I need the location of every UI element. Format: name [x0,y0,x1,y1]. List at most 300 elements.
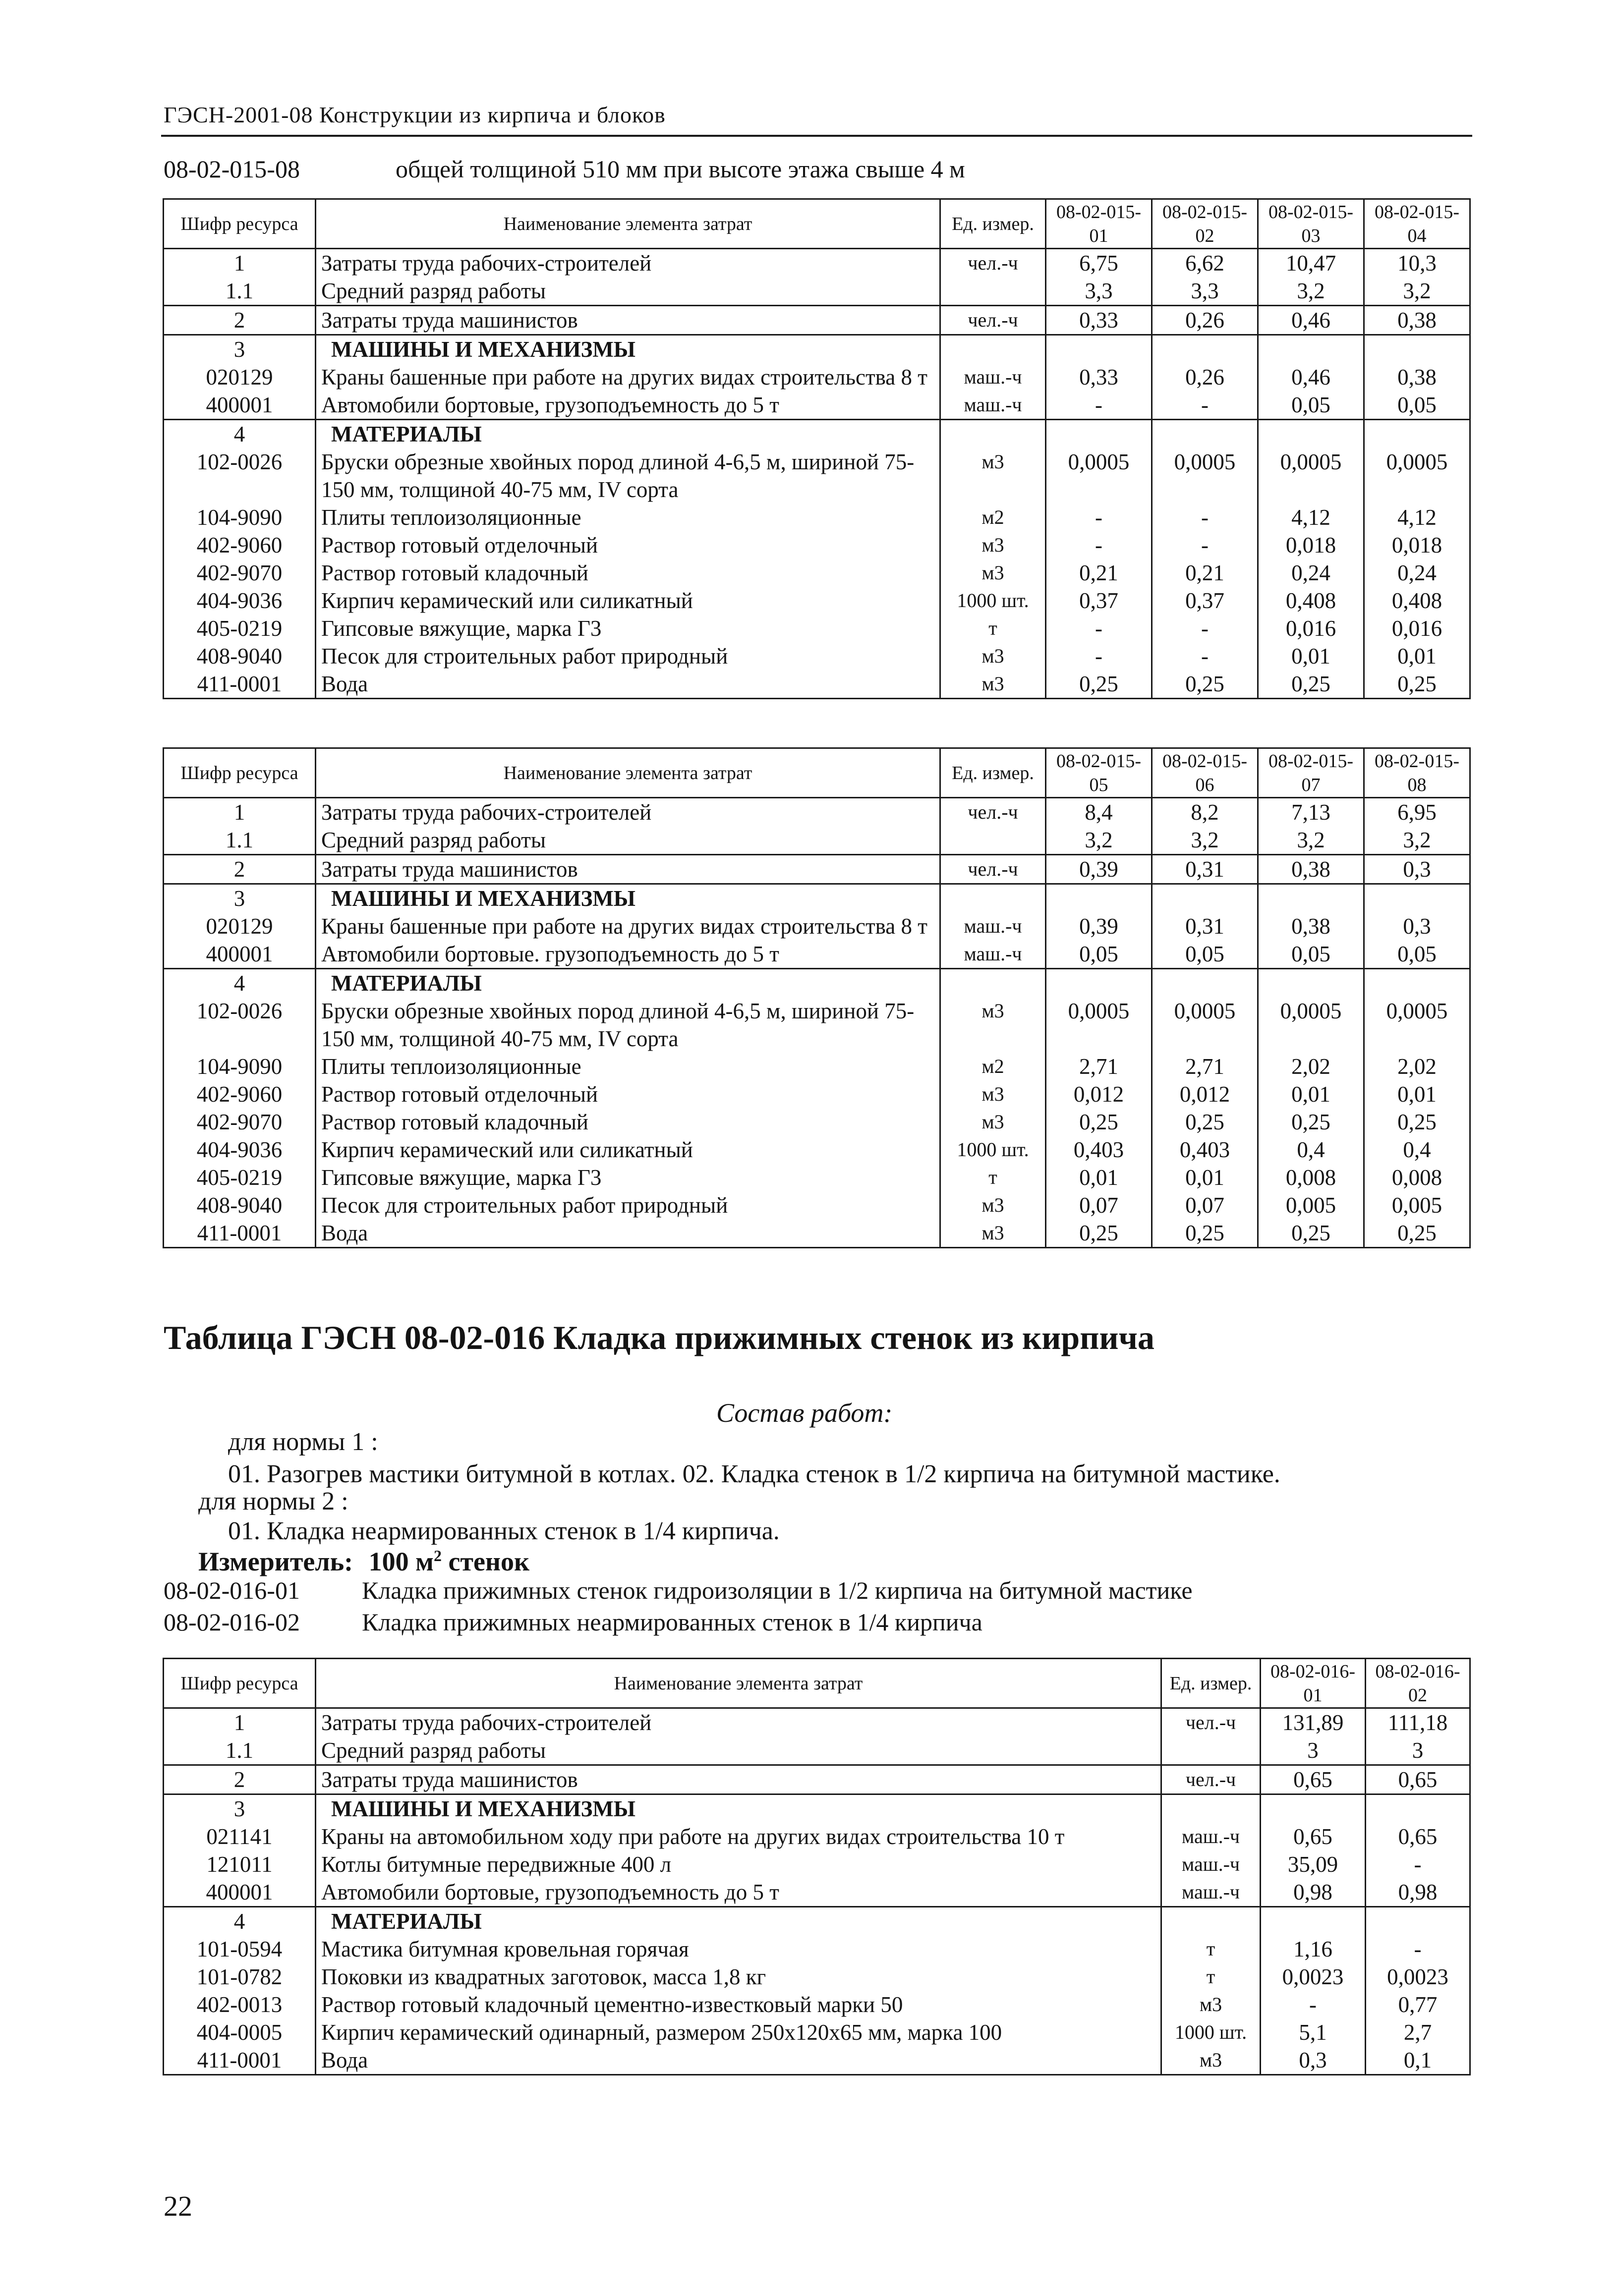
running-header: ГЭСН-2001-08 Конструкции из кирпича и блоков [164,102,666,127]
cell-unit [940,884,1046,913]
table-row [164,1219,1470,1248]
table-row [164,335,1470,364]
cell-code: 101-0594 [164,1935,316,1963]
cell-value: 0,016 [1364,615,1470,642]
cell-value [1364,420,1470,448]
cell-code: 020129 [164,363,316,391]
cell-name: Раствор готовый кладочный [316,559,940,587]
cell-value: 3,3 [1046,277,1152,306]
cell-value: 1,16 [1261,1935,1366,1963]
cell-value [1046,969,1152,998]
cell-value: 6,75 [1046,249,1152,278]
table-row [164,2046,1470,2075]
table-row [164,448,1470,504]
cell-value: 0,05 [1258,391,1364,420]
cell-value: 0,0005 [1152,448,1258,504]
cell-value: 10,47 [1258,249,1364,278]
cell-name: Автомобили бортовые, грузоподъемность до 5 т [316,1878,1161,1907]
cell-value: 0,01 [1364,1080,1470,1108]
cell-value: 0,65 [1366,1823,1470,1850]
cell-value: 0,25 [1046,1219,1152,1248]
cell-value: 0,33 [1046,306,1152,335]
cell-value [1152,335,1258,364]
cell-name: МАШИНЫ И МЕХАНИЗМЫ [316,884,940,913]
cell-value: 2,71 [1046,1053,1152,1080]
measure-rest: стенок [448,1547,530,1576]
norm2-text: 01. Кладка неармированных стенок в 1/4 кирпича. [228,1517,780,1545]
measure-line [198,1546,529,1577]
cell-value: 0,05 [1258,940,1364,969]
table-row [164,855,1470,884]
cell-code: 121011 [164,1850,316,1878]
table-row [164,2018,1470,2046]
cell-unit: м3 [940,531,1046,559]
page-number: 22 [164,2190,192,2222]
cell-value: 0,018 [1364,531,1470,559]
cell-value [1261,1794,1366,1823]
cell-value: - [1152,642,1258,670]
norm-description: общей толщиной 510 мм при высоте этажа свыше 4 м [396,155,965,183]
col-header-norm: 08-02-015-06 [1152,748,1258,798]
cell-value: 0,05 [1046,940,1152,969]
cell-value: 0,008 [1364,1164,1470,1191]
cell-unit [1161,1736,1261,1765]
table-row [164,912,1470,940]
cell-code: 020129 [164,912,316,940]
cell-value: 0,25 [1364,1108,1470,1136]
table-row [164,1878,1470,1907]
cell-value: 4,12 [1364,504,1470,531]
cell-code: 4 [164,1907,316,1936]
col-header-norm: 08-02-015-07 [1258,748,1364,798]
cell-value: - [1046,642,1152,670]
cell-value: 0,38 [1258,912,1364,940]
cell-name: Кирпич керамический или силикатный [316,1136,940,1164]
table-row [164,969,1470,998]
cell-code: 402-9060 [164,1080,316,1108]
cell-value: 3,2 [1046,826,1152,855]
table-row [164,363,1470,391]
table-row [164,391,1470,420]
col-header-norm: 08-02-015-08 [1364,748,1470,798]
cell-name: Автомобили бортовые, грузоподъемность до 5 т [316,391,940,420]
col-header-code: Шифр ресурса [164,1659,316,1708]
cell-value: 0,0005 [1046,448,1152,504]
cell-code: 402-9060 [164,531,316,559]
cell-unit: м3 [940,997,1046,1053]
cell-value: 3,3 [1152,277,1258,306]
table-row [164,1907,1470,1936]
cell-value [1366,1794,1470,1823]
cell-value: 4,12 [1258,504,1364,531]
cell-value: 10,3 [1364,249,1470,278]
cell-unit: м3 [1161,1991,1261,2018]
cell-value: 0,25 [1364,1219,1470,1248]
cell-value: 0,98 [1261,1878,1366,1907]
cell-value: 0,65 [1261,1765,1366,1794]
cell-value: 0,4 [1258,1136,1364,1164]
cell-value: 0,01 [1152,1164,1258,1191]
cell-unit: чел.-ч [940,855,1046,884]
cell-code: 411-0001 [164,2046,316,2075]
cell-name: Затраты труда рабочих-строителей [316,249,940,278]
table-row [164,277,1470,306]
cell-name: Раствор готовый кладочный [316,1108,940,1136]
cell-code: 400001 [164,940,316,969]
cell-value [1258,969,1364,998]
cell-unit: т [1161,1963,1261,1991]
cell-unit: чел.-ч [940,249,1046,278]
cell-code: 402-0013 [164,1991,316,2018]
cell-name: Поковки из квадратных заготовок, масса 1,8 кг [316,1963,1161,1991]
cell-value [1152,420,1258,448]
cell-code: 1 [164,798,316,827]
table-row [164,531,1470,559]
cell-unit: т [1161,1935,1261,1963]
cell-code: 404-0005 [164,2018,316,2046]
cell-value: - [1366,1850,1470,1878]
cell-code: 1 [164,249,316,278]
cell-value: 0,01 [1258,1080,1364,1108]
cell-value: 0,38 [1258,855,1364,884]
cell-name: Мастика битумная кровельная горячая [316,1935,1161,1963]
cell-value: 0,0005 [1046,997,1152,1053]
cell-value: 0,3 [1261,2046,1366,2075]
cell-value [1258,335,1364,364]
cell-name: Затраты труда рабочих-строителей [316,798,940,827]
cell-code: 402-9070 [164,559,316,587]
table-row [164,1053,1470,1080]
norm-item-code: 08-02-016-02 [164,1608,300,1636]
table-row [164,559,1470,587]
table-row [164,1765,1470,1794]
norm1-text: 01. Разогрев мастики битумной в котлах. 02. Кладка стенок в 1/2 кирпича на битумной мастике. [228,1460,1280,1488]
cell-name: Раствор готовый отделочный [316,531,940,559]
cell-code: 411-0001 [164,670,316,699]
cell-value: 0,403 [1152,1136,1258,1164]
table-row [164,1164,1470,1191]
cell-value: 0,77 [1366,1991,1470,2018]
cell-unit: м2 [940,504,1046,531]
cell-name: Автомобили бортовые. грузоподъемность до 5 т [316,940,940,969]
cell-name: Кирпич керамический одинарный, размером 250х120х65 мм, марка 100 [316,2018,1161,2046]
col-header-unit: Ед. измер. [1161,1659,1261,1708]
cell-unit: м3 [940,670,1046,699]
cell-name: Плиты теплоизоляционные [316,504,940,531]
cell-value: 3,2 [1152,826,1258,855]
cell-value: 0,21 [1046,559,1152,587]
table-row [164,1136,1470,1164]
cell-value: 0,016 [1258,615,1364,642]
cell-name: Затраты труда машинистов [316,1765,1161,1794]
table-row [164,940,1470,969]
cell-unit [940,277,1046,306]
table-row [164,1108,1470,1136]
cell-value: 0,05 [1152,940,1258,969]
section-title: Таблица ГЭСН 08-02-016 Кладка прижимных стенок из кирпича [164,1319,1154,1356]
cell-value: 8,4 [1046,798,1152,827]
cell-code: 405-0219 [164,615,316,642]
cell-code: 404-9036 [164,1136,316,1164]
cell-value: 0,26 [1152,306,1258,335]
cell-name: Средний разряд работы [316,826,940,855]
cell-code: 021141 [164,1823,316,1850]
cell-value: 0,005 [1258,1191,1364,1219]
cell-value: 2,7 [1366,2018,1470,2046]
table-row [164,1823,1470,1850]
cell-value: 0,05 [1364,391,1470,420]
cell-value: 3,2 [1364,277,1470,306]
cell-name: Гипсовые вяжущие, марка Г3 [316,615,940,642]
cell-code: 404-9036 [164,587,316,615]
cell-value: 0,07 [1046,1191,1152,1219]
cell-unit: 1000 шт. [940,587,1046,615]
cell-value: 6,95 [1364,798,1470,827]
cell-value: 0,39 [1046,912,1152,940]
cell-value: 0,3 [1364,855,1470,884]
cell-value: 0,39 [1046,855,1152,884]
cell-unit [1161,1794,1261,1823]
cell-code: 3 [164,884,316,913]
table-row [164,997,1470,1053]
cell-value: 0,98 [1366,1878,1470,1907]
cell-value: 2,71 [1152,1053,1258,1080]
norm2-label: для нормы 2 : [198,1487,348,1515]
cell-value: 0,01 [1046,1164,1152,1191]
col-header-norm: 08-02-016-01 [1261,1659,1366,1708]
cell-value: 3,2 [1258,277,1364,306]
measure-value: 100 м [368,1547,434,1576]
cell-unit: маш.-ч [1161,1850,1261,1878]
cell-value: 0,07 [1152,1191,1258,1219]
cell-name: Песок для строительных работ природный [316,1191,940,1219]
cell-name: Краны на автомобильном ходу при работе на других видах строительства 10 т [316,1823,1161,1850]
cell-value: 0,1 [1366,2046,1470,2075]
cell-value [1364,969,1470,998]
cell-name: Бруски обрезные хвойных пород длиной 4-6,5 м, шириной 75-150 мм, толщиной 40-75 мм, IV сорта [316,448,940,504]
table-row [164,504,1470,531]
cell-value: - [1152,615,1258,642]
cell-value: 0,0005 [1258,448,1364,504]
cell-unit: м3 [940,1108,1046,1136]
table-row [164,615,1470,642]
cell-name: Гипсовые вяжущие, марка Г3 [316,1164,940,1191]
table-row [164,306,1470,335]
resource-table-2 [163,747,1471,1248]
col-header-name: Наименование элемента затрат [316,1659,1161,1708]
table-row [164,798,1470,827]
cell-value: - [1152,504,1258,531]
table-row [164,1991,1470,2018]
cell-value: 2,02 [1364,1053,1470,1080]
cell-value [1258,420,1364,448]
cell-value: 6,62 [1152,249,1258,278]
col-header-norm: 08-02-015-02 [1152,199,1258,249]
cell-name: МАТЕРИАЛЫ [316,1907,1161,1936]
cell-name: МАТЕРИАЛЫ [316,969,940,998]
cell-value: 131,89 [1261,1708,1366,1737]
cell-value: - [1046,504,1152,531]
norm-item-text: Кладка прижимных стенок гидроизоляции в 1/2 кирпича на битумной мастике [362,1576,1193,1604]
table-row [164,1708,1470,1737]
table-row [164,1963,1470,1991]
norm1-label: для нормы 1 : [228,1428,378,1456]
cell-value: 0,408 [1258,587,1364,615]
cell-value: 0,38 [1364,306,1470,335]
cell-value: 5,1 [1261,2018,1366,2046]
cell-value: 0,3 [1364,912,1470,940]
cell-value: 0,37 [1152,587,1258,615]
cell-unit: чел.-ч [1161,1708,1261,1737]
cell-value: 3,2 [1258,826,1364,855]
table-row [164,420,1470,448]
cell-unit: маш.-ч [940,363,1046,391]
col-header-norm: 08-02-015-03 [1258,199,1364,249]
cell-code: 2 [164,306,316,335]
table-row [164,826,1470,855]
norm-item-text: Кладка прижимных неармированных стенок в 1/4 кирпича [362,1608,982,1636]
cell-value: 0,01 [1258,642,1364,670]
cell-value: 0,25 [1046,1108,1152,1136]
cell-name: Песок для строительных работ природный [316,642,940,670]
cell-code: 3 [164,1794,316,1823]
cell-unit [940,969,1046,998]
composition-title: Состав работ: [716,1398,893,1428]
col-header-code: Шифр ресурса [164,199,316,249]
cell-value: 0,46 [1258,363,1364,391]
cell-name: Раствор готовый кладочный цементно-известковый марки 50 [316,1991,1161,2018]
cell-code: 2 [164,855,316,884]
cell-value: - [1366,1935,1470,1963]
cell-value [1366,1907,1470,1936]
table-row [164,670,1470,699]
cell-unit [1161,1907,1261,1936]
cell-code: 408-9040 [164,1191,316,1219]
cell-code: 102-0026 [164,448,316,504]
cell-name: Краны башенные при работе на других видах строительства 8 т [316,912,940,940]
cell-unit: м3 [940,448,1046,504]
table-row [164,1850,1470,1878]
cell-unit: м3 [940,559,1046,587]
cell-value: 0,4 [1364,1136,1470,1164]
cell-code: 1 [164,1708,316,1737]
cell-unit [940,420,1046,448]
cell-name: МАШИНЫ И МЕХАНИЗМЫ [316,1794,1161,1823]
cell-name: Кирпич керамический или силикатный [316,587,940,615]
cell-value: 0,21 [1152,559,1258,587]
cell-value: 0,24 [1258,559,1364,587]
cell-name: МАТЕРИАЛЫ [316,420,940,448]
cell-value [1046,335,1152,364]
cell-value: - [1152,531,1258,559]
cell-name: МАШИНЫ И МЕХАНИЗМЫ [316,335,940,364]
cell-value: 3 [1366,1736,1470,1765]
cell-name: Затраты труда рабочих-строителей [316,1708,1161,1737]
cell-unit: маш.-ч [940,391,1046,420]
cell-value: 0,25 [1152,670,1258,699]
cell-unit: маш.-ч [1161,1823,1261,1850]
cell-code: 3 [164,335,316,364]
table-row [164,1080,1470,1108]
table-row [164,642,1470,670]
cell-code: 402-9070 [164,1108,316,1136]
cell-value: 8,2 [1152,798,1258,827]
cell-value: 0,25 [1152,1219,1258,1248]
cell-value: 7,13 [1258,798,1364,827]
cell-value: 111,18 [1366,1708,1470,1737]
cell-value: - [1152,391,1258,420]
cell-code: 101-0782 [164,1963,316,1991]
cell-value: 0,25 [1258,1219,1364,1248]
cell-name: Раствор готовый отделочный [316,1080,940,1108]
col-header-norm: 08-02-016-02 [1366,1659,1470,1708]
cell-value: 0,0005 [1364,448,1470,504]
cell-code: 104-9090 [164,1053,316,1080]
cell-code: 2 [164,1765,316,1794]
table-row [164,1935,1470,1963]
cell-value: - [1261,1991,1366,2018]
cell-unit: т [940,1164,1046,1191]
cell-name: Затраты труда машинистов [316,306,940,335]
cell-name: Плиты теплоизоляционные [316,1053,940,1080]
cell-value: 35,09 [1261,1850,1366,1878]
cell-value: 0,0005 [1364,997,1470,1053]
cell-code: 1.1 [164,1736,316,1765]
cell-value [1364,884,1470,913]
table-row [164,1736,1470,1765]
cell-value: 0,46 [1258,306,1364,335]
cell-code: 1.1 [164,277,316,306]
cell-unit: м3 [940,1191,1046,1219]
cell-value: 0,25 [1046,670,1152,699]
cell-name: Краны башенные при работе на других видах строительства 8 т [316,363,940,391]
cell-unit: маш.-ч [1161,1878,1261,1907]
cell-value: 0,0005 [1258,997,1364,1053]
cell-code: 4 [164,420,316,448]
cell-name: Вода [316,1219,940,1248]
measure-sup: 2 [433,1547,442,1565]
cell-value: 0,37 [1046,587,1152,615]
cell-value: 0,25 [1258,1108,1364,1136]
cell-value: 0,65 [1366,1765,1470,1794]
cell-value [1152,884,1258,913]
col-header-name: Наименование элемента затрат [316,199,940,249]
cell-name: Вода [316,670,940,699]
cell-code: 400001 [164,391,316,420]
norm-item-code: 08-02-016-01 [164,1576,300,1604]
cell-value: 3,2 [1364,826,1470,855]
header-rule [161,135,1472,137]
cell-value: - [1046,391,1152,420]
cell-value: - [1046,531,1152,559]
cell-value: 0,403 [1046,1136,1152,1164]
cell-code: 4 [164,969,316,998]
cell-value [1364,335,1470,364]
cell-value: 0,008 [1258,1164,1364,1191]
cell-unit: маш.-ч [940,940,1046,969]
cell-value: - [1046,615,1152,642]
cell-unit: чел.-ч [1161,1765,1261,1794]
col-header-code: Шифр ресурса [164,748,316,798]
cell-value: 0,25 [1258,670,1364,699]
cell-unit: м3 [1161,2046,1261,2075]
cell-name: Котлы битумные передвижные 400 л [316,1850,1161,1878]
cell-code: 1.1 [164,826,316,855]
cell-unit [940,335,1046,364]
cell-value: 0,0005 [1152,997,1258,1053]
cell-unit: 1000 шт. [1161,2018,1261,2046]
norm-code: 08-02-015-08 [164,155,300,183]
